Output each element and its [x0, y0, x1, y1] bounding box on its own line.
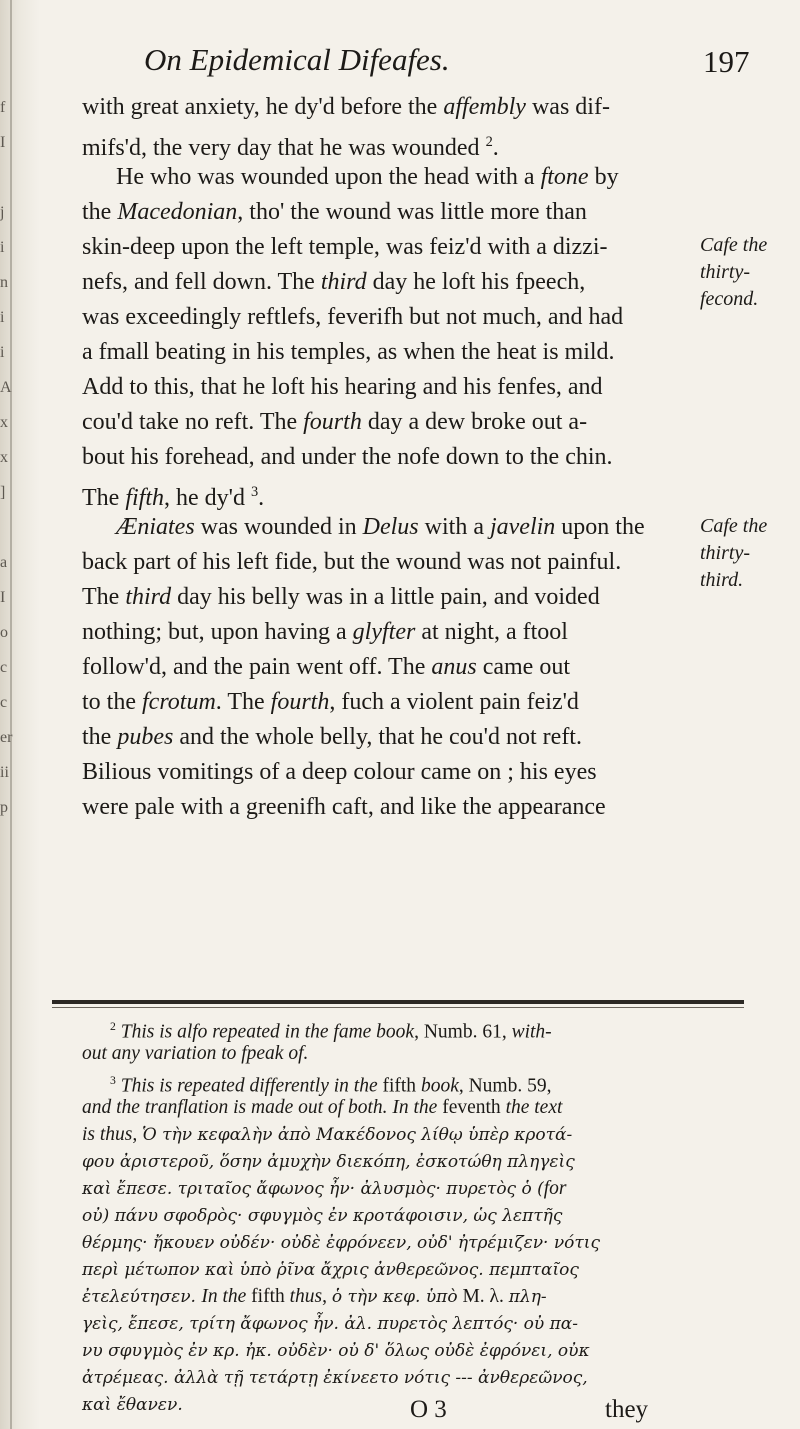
footnote-line	[82, 1364, 742, 1391]
text-run: out any variation to fpeak of.	[82, 1043, 309, 1064]
text-run: , Numb. 59,	[458, 1075, 552, 1097]
gutter-fragment: ii	[0, 764, 9, 781]
text-run: upon the	[555, 514, 645, 540]
text-line	[82, 440, 694, 475]
gutter-fragment: er	[0, 729, 13, 746]
text-run: was dif-	[525, 94, 610, 120]
text-run: cou'd take no reft. The	[82, 409, 304, 435]
footnote-rule-thin	[52, 1007, 744, 1008]
text-run: is thus,	[82, 1124, 143, 1145]
gutter-fragment: i	[0, 239, 5, 256]
text-run: feventh	[437, 1097, 506, 1118]
text-run: a fmall beating in his temples, as when the heat is mild.	[82, 339, 615, 365]
text-run: was wounded in	[194, 514, 363, 540]
text-run: at night, a ftool	[415, 619, 568, 645]
text-run: . The	[215, 689, 271, 715]
gutter-fragment: c	[0, 694, 8, 711]
text-run: 3	[110, 1074, 116, 1087]
text-line	[82, 405, 694, 440]
text-run: pubes	[117, 724, 174, 750]
text-run: came out	[476, 654, 570, 680]
text-run: , he dy'd	[163, 485, 251, 511]
margin-note-line: fecond.	[700, 288, 759, 310]
text-run: day his belly was in a little pain, and voided	[171, 584, 600, 610]
gutter-fragment: a	[0, 554, 8, 571]
text-run: was exceedingly reftlefs, feverifh but not much, and had	[82, 304, 624, 330]
text-line	[82, 790, 694, 825]
text-run: the	[82, 199, 118, 225]
text-run: , fuch a violent pain feiz'd	[329, 689, 579, 715]
text-line	[82, 650, 694, 685]
text-run: book	[420, 1075, 459, 1097]
footnotes	[82, 1013, 742, 1418]
text-run: fourth	[270, 689, 330, 715]
text-run: ftone	[540, 164, 589, 190]
text-line	[82, 510, 694, 545]
text-run: Bilious vomitings of a deep colour came on ; his eyes	[82, 759, 597, 785]
footnote-line	[82, 1094, 742, 1121]
footnote-line	[82, 1121, 742, 1148]
text-run: by	[588, 164, 619, 190]
footnote-line	[82, 1256, 742, 1283]
gutter-fragment: ]	[0, 484, 6, 501]
text-run: and the tranflation is made out of both. In the	[82, 1097, 438, 1118]
text-run: , tho' the wound was little more than	[237, 199, 587, 225]
text-run: This is repeated differently in the	[115, 1075, 378, 1097]
text-line	[82, 125, 694, 160]
text-line	[82, 370, 694, 405]
gutter-fragment: o	[0, 624, 8, 641]
margin-note-line: Cafe the	[700, 515, 768, 537]
text-run: νυ σφυγμὸς ἐν κρ. ἠκ. οὐδὲν· οὐ δ' ὅλως οὐδὲ ἐφρόνει, οὐκ	[82, 1341, 590, 1361]
text-run: θέρμης· ἤκουεν οὐδέν· οὐδὲ ἐφρόνεεν, οὐδ' ἠτρέμιζεν· νότις	[82, 1233, 600, 1253]
text-run: .	[492, 135, 499, 161]
text-run: nefs, and fell down. The	[82, 269, 321, 295]
text-line	[82, 615, 694, 650]
margin-note-line: thirty-	[700, 542, 750, 564]
text-line	[82, 580, 694, 615]
text-run: 2	[485, 134, 493, 150]
text-run: affembly	[443, 94, 526, 120]
text-run: and the whole belly, that he cou'd not reft.	[173, 724, 582, 750]
catchword: they	[605, 1396, 649, 1423]
gutter-fragment: I	[0, 589, 6, 606]
text-run: skin-deep upon the left temple, was feiz'd with a dizzi-	[82, 234, 608, 260]
text-run: 3	[250, 484, 259, 500]
footnote-line	[82, 1337, 742, 1364]
text-run: third	[125, 584, 172, 610]
text-run: φου ἀριστεροῦ, ὅσην ἀμυχὴν διεκόπη, ἐσκοτώθη πληγεὶς	[82, 1152, 575, 1172]
text-run: with-	[511, 1021, 552, 1043]
gutter-fragment: n	[0, 274, 8, 291]
text-run: In the	[201, 1286, 247, 1307]
text-run: with great anxiety, he dy'd before the	[82, 94, 444, 120]
text-run: ἀτρέμεας. ἀλλὰ τῇ τετάρτῃ ἐκίνεετο νότις --- ἀνθερεῶνος,	[82, 1368, 588, 1388]
page-header	[0, 42, 800, 82]
text-run: thus	[289, 1286, 323, 1307]
gutter-fragment: x	[0, 449, 8, 466]
text-run: οὐ) πάνυ σφοδρὸς· σφυγμὸς ἐν κροτάφοισιν, ὡς λεπτῆς	[82, 1206, 563, 1226]
text-line	[82, 300, 694, 335]
footnote-line	[82, 1283, 742, 1310]
text-run: , Numb. 61,	[414, 1021, 512, 1043]
text-line	[82, 685, 694, 720]
footnote-line	[82, 1067, 742, 1097]
footnote-line	[82, 1013, 742, 1043]
footnote-line	[82, 1310, 742, 1337]
gutter-fragment: f	[0, 99, 6, 116]
footnote-line	[82, 1202, 742, 1229]
text-run: javelin	[489, 514, 556, 540]
gutter-fragment: x	[0, 414, 8, 431]
text-line	[82, 230, 694, 265]
text-line	[82, 160, 694, 195]
gutter-fragment: p	[0, 799, 8, 816]
text-run: mifs'd, the very day that he was wounded	[82, 135, 486, 161]
text-run: to the	[82, 689, 142, 715]
text-run: This is alfo repeated in the fame book	[115, 1021, 415, 1043]
margin-note-line: Cafe the	[700, 234, 768, 256]
text-run: the	[82, 724, 118, 750]
footnote-rule	[52, 1000, 744, 1004]
gutter-fragment	[0, 160, 20, 195]
text-run: ,	[322, 1286, 332, 1307]
text-run: fcrotum	[142, 689, 216, 715]
footnote-line	[82, 1229, 742, 1256]
text-run: .	[258, 485, 265, 511]
text-run: περὶ μέτωπον καὶ ὑπὸ ῥῖνα ἄχρις ἀνθερεῶνος. πεμπταῖος	[82, 1260, 579, 1280]
gutter-fragment: i	[0, 309, 5, 326]
text-line	[82, 545, 694, 580]
margin-note-case-32	[700, 232, 767, 313]
text-line	[82, 755, 694, 790]
text-run: fifth	[125, 485, 164, 511]
gutter-fragment: i	[0, 344, 5, 361]
text-run: third	[320, 269, 367, 295]
margin-note-line: third.	[700, 569, 744, 591]
text-run: anus	[431, 654, 477, 680]
gutter-fragment	[0, 510, 20, 545]
text-run: fifth	[377, 1075, 421, 1097]
margin-note-line: thirty-	[700, 261, 750, 283]
text-run: for	[543, 1178, 567, 1199]
page-number: 197	[703, 44, 750, 79]
main-text	[82, 90, 694, 825]
text-run: with a	[418, 514, 490, 540]
text-run: Æniates	[116, 514, 195, 540]
running-head: On Epidemical Difeafes.	[144, 42, 450, 77]
margin-note-case-33	[700, 513, 767, 594]
text-run: Ὁ τὴν κεφαλὴν ἀπὸ Μακέδονος λίθῳ ὑπὲρ κροτά-	[142, 1125, 573, 1145]
gutter-fragment: j	[0, 204, 5, 221]
gutter-letter-fragments	[0, 90, 20, 825]
text-line	[82, 720, 694, 755]
text-run: glyfter	[352, 619, 416, 645]
text-run: bout his forehead, and under the nofe down to the chin.	[82, 444, 613, 470]
text-run: πλη-	[508, 1287, 547, 1307]
text-run: fourth	[303, 409, 362, 435]
text-run: day a dew broke out a-	[361, 409, 588, 435]
footnote-line	[82, 1175, 742, 1202]
text-run: He who was wounded upon the head with a	[116, 164, 541, 190]
text-line	[82, 475, 694, 510]
text-run: ὁ τὴν κεφ. ὑπὸ	[331, 1287, 458, 1307]
text-run: nothing; but, upon having a	[82, 619, 353, 645]
text-run: M. λ.	[457, 1286, 509, 1307]
text-run: καὶ ἔπεσε. τριταῖος ἄφωνος ἦν· ἀλυσμὸς· πυρετὸς ὁ (	[82, 1179, 544, 1199]
text-run: day he loft his fpeech,	[366, 269, 586, 295]
text-run: were pale with a greenifh caft, and like the appearance	[82, 794, 606, 820]
text-line	[82, 90, 694, 125]
text-run: ἐτελεύτησεν.	[82, 1287, 202, 1307]
text-run: The	[82, 485, 126, 511]
text-run: the text	[505, 1097, 563, 1118]
text-line	[82, 335, 694, 370]
text-run: back part of his left fide, but the wound was not painful.	[82, 549, 622, 575]
gutter-fragment: c	[0, 659, 8, 676]
gutter-fragment: A	[0, 379, 12, 396]
text-run: Add to this, that he loft his hearing and his fenfes, and	[82, 374, 603, 400]
text-run: The	[82, 584, 126, 610]
gutter-fragment: I	[0, 134, 6, 151]
signature-mark: O 3	[410, 1396, 447, 1423]
text-line	[82, 195, 694, 230]
text-run: fifth	[246, 1286, 290, 1307]
text-run: γεὶς, ἔπεσε, τρίτη ἄφωνος ἦν. ἀλ. πυρετὸς λεπτός· οὐ πα-	[82, 1314, 579, 1334]
footnote-line	[82, 1040, 742, 1067]
footnote-line	[82, 1148, 742, 1175]
text-run: Macedonian	[117, 199, 238, 225]
text-line	[82, 265, 694, 300]
text-run: καὶ ἔθανεν.	[82, 1395, 183, 1415]
text-run: 2	[110, 1020, 116, 1033]
text-run: Delus	[362, 514, 419, 540]
text-run: follow'd, and the pain went off. The	[82, 654, 432, 680]
